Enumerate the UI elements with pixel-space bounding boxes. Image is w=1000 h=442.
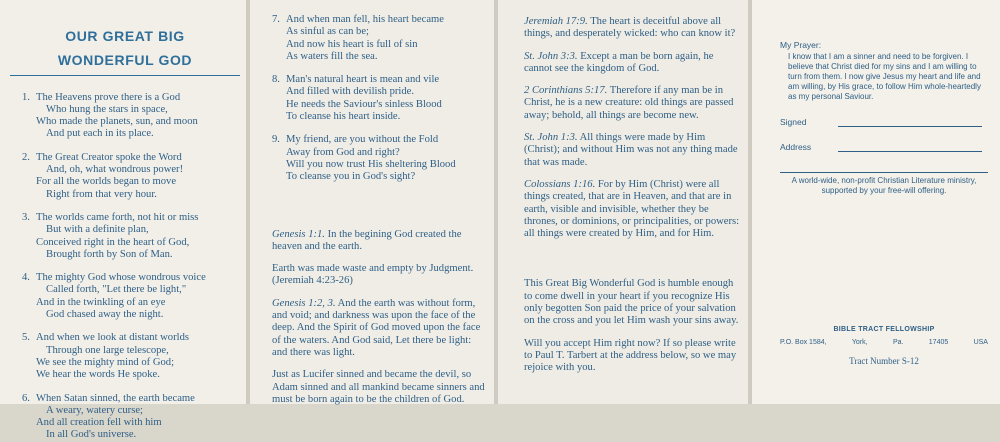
stanza-line: He needs the Saviour's sinless Blood bbox=[286, 98, 442, 110]
stanza-line: Who hung the stars in space, bbox=[46, 103, 168, 115]
country: USA bbox=[973, 339, 988, 346]
scripture-text: In the begining God created the heaven and the earth. bbox=[272, 228, 462, 252]
stanza-line: And now his heart is full of sin bbox=[286, 38, 418, 50]
stanza-number: 8. bbox=[272, 74, 280, 86]
title-line-1: OUR GREAT BIG bbox=[65, 28, 185, 44]
stanza-line: When Satan sinned, the earth became bbox=[36, 392, 195, 404]
scripture-reference: Colossians 1:16. bbox=[524, 178, 596, 190]
organization-block bbox=[780, 326, 988, 366]
stanza-number: 3. bbox=[22, 211, 30, 223]
panel-4 bbox=[752, 0, 1000, 404]
stanza-number: 2. bbox=[22, 151, 30, 163]
stanza-number: 5. bbox=[22, 332, 30, 344]
address-line bbox=[838, 141, 982, 152]
poem-stanzas-1-6 bbox=[22, 92, 236, 442]
stanza-line: A weary, watery curse; bbox=[46, 404, 143, 416]
stanza-line: And, oh, what wondrous power! bbox=[46, 164, 184, 176]
stanza-line: Man's natural heart is mean and vile bbox=[286, 74, 440, 86]
panel-3 bbox=[498, 0, 748, 404]
stanza-9 bbox=[272, 134, 488, 183]
stanza-number: 7. bbox=[272, 14, 280, 25]
scripture-text: Therefore if any man be in Christ, he is a new creature: old things are passed away; behold, all things are become new. bbox=[524, 85, 734, 121]
signed-field bbox=[780, 116, 988, 127]
stanza-6 bbox=[22, 393, 236, 442]
stanza-line: Through one large telescope, bbox=[46, 344, 169, 356]
scripture-reference: St. John 1:3. bbox=[524, 132, 578, 144]
stanza-line: As waters fill the sea. bbox=[286, 50, 378, 62]
prayer-text: I know that I am a sinner and need to be forgiven. I believe that Christ died for my sins and I am willing to turn from them. I now give Jesus my heart and life and am willing, by His grace, to follow Him whole-heartedly as my personal Saviour. bbox=[788, 52, 981, 101]
title-line-2: WONDERFUL GOD bbox=[10, 54, 240, 75]
stanza-line: We hear the words He spoke. bbox=[36, 369, 160, 381]
stanza-line: But with a definite plan, bbox=[46, 224, 149, 236]
scripture-text: For by Him (Christ) were all things created, that are in Heaven, and that are in earth, visible and invisible, whether they be thrones, or dominions, or principalities, or powers: all things were created by Him, and for Him. bbox=[524, 178, 740, 240]
stanza-number: 9. bbox=[272, 134, 280, 146]
stanza-line: For all the worlds began to move bbox=[36, 176, 177, 188]
stanza-line: To cleanse you in God's sight? bbox=[286, 171, 416, 183]
stanza-line: Who made the planets, sun, and moon bbox=[36, 116, 198, 128]
stanza-line: And when man fell, his heart became bbox=[286, 14, 444, 25]
scripture-john-1-3 bbox=[524, 132, 742, 169]
stanza-number: 1. bbox=[22, 91, 30, 103]
panel-2 bbox=[250, 0, 494, 404]
stanza-line: The worlds came forth, not hit or miss bbox=[36, 211, 199, 223]
mailing-address bbox=[780, 339, 988, 346]
scripture-reference: 2 Corinthians 5:17. bbox=[524, 85, 608, 97]
organization-name: BIBLE TRACT FELLOWSHIP bbox=[833, 326, 935, 333]
scripture-reference: Genesis 1:2, 3. bbox=[272, 297, 336, 309]
stanza-line: The Heavens prove there is a God bbox=[36, 91, 181, 103]
zip-code: 17405 bbox=[928, 339, 949, 346]
prayer-section bbox=[780, 40, 988, 102]
scripture-2-corinthians-5-17 bbox=[524, 85, 742, 122]
scripture-reference: Genesis 1:1. bbox=[272, 228, 325, 240]
stanza-4 bbox=[22, 272, 236, 321]
stanza-line: The mighty God whose wondrous voice bbox=[36, 272, 206, 284]
scripture-text: Except a man be born again, he cannot see the kingdom of God. bbox=[524, 50, 714, 74]
stanza-5 bbox=[22, 332, 236, 381]
stanza-3 bbox=[22, 212, 236, 261]
lucifer-paragraph: Just as Lucifer sinned and became the devil, so Adam sinned and all mankind became sinners and must be born again to be the children of God. bbox=[272, 369, 485, 405]
stanza-1 bbox=[22, 92, 236, 141]
po-box: P.O. Box 1584, bbox=[780, 339, 827, 346]
stanza-line: Will you now trust His sheltering Blood bbox=[286, 158, 456, 170]
stanza-number: 4. bbox=[22, 272, 30, 284]
scripture-colossians-1-16 bbox=[524, 179, 742, 240]
address-label: Address bbox=[780, 142, 812, 152]
scripture-genesis-1-1 bbox=[272, 229, 488, 254]
prayer-label: My Prayer: bbox=[780, 40, 822, 50]
stanza-line: And when we look at distant worlds bbox=[36, 332, 189, 344]
stanza-line: And put each in its place. bbox=[46, 128, 154, 140]
tract-title bbox=[10, 30, 240, 76]
scripture-text: And the earth was without form, and void; and darkness was upon the face of the deep. And the Spirit of God moved upon the face of the waters. And God said, Let there be light: and there was light. bbox=[272, 297, 481, 358]
stanza-line: The Great Creator spoke the Word bbox=[36, 151, 182, 163]
scripture-reference: Jeremiah 17:9. bbox=[524, 16, 588, 27]
scripture-jeremiah-17-9 bbox=[524, 16, 742, 41]
invitation-paragraph: This Great Big Wonderful God is humble enough to come dwell in your heart if you recognize His only begotten Son paid the price of your salvation on the cross and you let Him wash your sins away. bbox=[524, 278, 739, 327]
stanza-2 bbox=[22, 152, 236, 201]
scripture-john-3-3 bbox=[524, 51, 742, 76]
stanza-line: Called forth, "Let there be light," bbox=[46, 284, 187, 296]
stanza-line: God chased away the night. bbox=[46, 309, 164, 321]
stanza-8 bbox=[272, 74, 488, 123]
signed-label: Signed bbox=[780, 117, 807, 127]
signed-line bbox=[838, 116, 982, 127]
scripture-text: All things were made by Him (Christ); and without Him was not any thing made that was made. bbox=[524, 132, 738, 168]
stanza-line: We see the mighty mind of God; bbox=[36, 356, 175, 368]
stanza-line: To cleanse his heart inside. bbox=[286, 111, 401, 123]
ministry-statement: A world-wide, non-profit Christian Literature ministry, supported by your free-will offering. bbox=[780, 172, 988, 196]
judgment-paragraph: Earth was made waste and empty by Judgment. (Jeremiah 4:23-26) bbox=[272, 263, 474, 287]
tract-number: Tract Number S-12 bbox=[849, 356, 919, 366]
address-field bbox=[780, 141, 988, 152]
city: York, bbox=[851, 339, 868, 346]
scripture-text: The heart is deceitful above all things, and desperately wicked: who can know it? bbox=[524, 16, 736, 40]
stanza-line: Conceived right in the heart of God, bbox=[36, 236, 190, 248]
stanza-7 bbox=[272, 14, 488, 63]
stanza-line: Away from God and right? bbox=[286, 146, 400, 158]
stanza-line: Brought forth by Son of Man. bbox=[46, 248, 173, 260]
panel-1 bbox=[0, 0, 246, 441]
contact-paragraph: Will you accept Him right now? If so please write to Paul T. Tarbert at the address below, so we may rejoice with you. bbox=[524, 337, 737, 374]
scripture-reference: St. John 3:3. bbox=[524, 50, 578, 62]
stanza-line: My friend, are you without the Fold bbox=[286, 134, 439, 146]
stanza-line: And filled with devilish pride. bbox=[286, 86, 414, 98]
stanza-line: And all creation fell with him bbox=[36, 417, 162, 429]
stanza-line: And in the twinkling of an eye bbox=[36, 296, 166, 308]
stanza-number: 6. bbox=[22, 392, 30, 404]
state: Pa. bbox=[892, 339, 904, 346]
stanza-line: As sinful as can be; bbox=[286, 26, 369, 38]
stanza-line: In all God's universe. bbox=[46, 429, 137, 441]
stanza-line: Right from that very hour. bbox=[46, 188, 157, 200]
scripture-genesis-1-2-3 bbox=[272, 298, 488, 359]
